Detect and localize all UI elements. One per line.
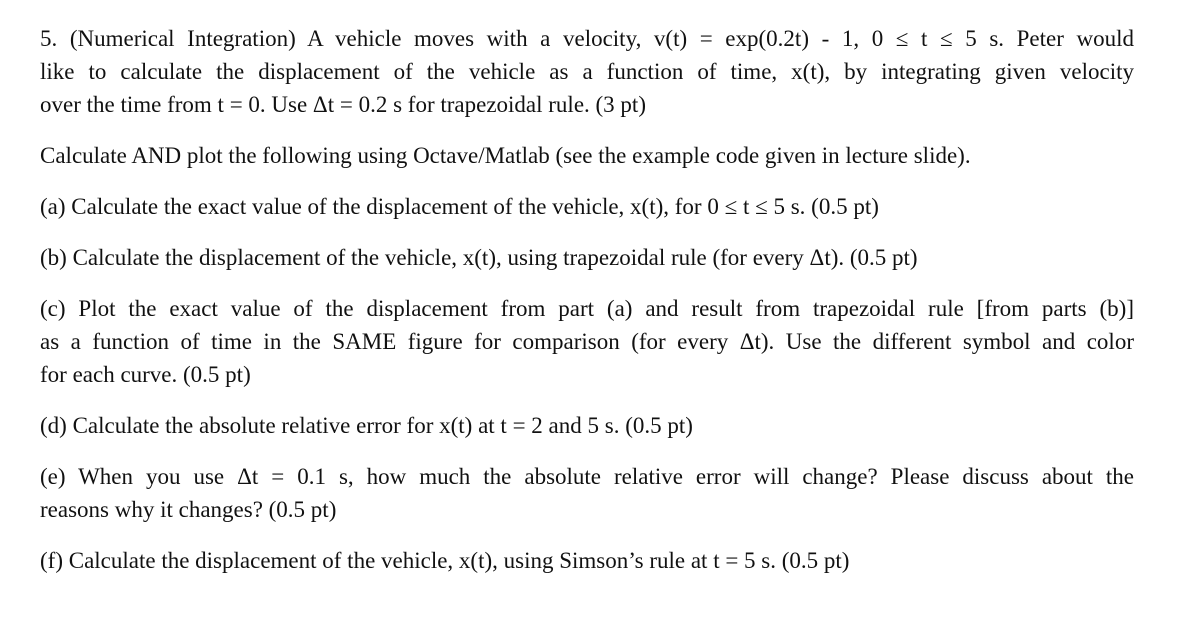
problem-intro-line-2: like to calculate the displacement of the vehicle as a function of time, x(t), by integrating given velocity <box>40 59 1134 84</box>
part-e <box>40 460 1134 526</box>
part-f-line: (f) Calculate the displacement of the vehicle, x(t), using Simson’s rule at t = 5 s. (0.5 pt) <box>40 548 850 573</box>
part-d <box>40 409 1134 442</box>
part-a <box>40 190 1134 223</box>
part-a-line: (a) Calculate the exact value of the displacement of the vehicle, x(t), for 0 ≤ t ≤ 5 s. (0.5 pt) <box>40 194 879 219</box>
part-b <box>40 241 1134 274</box>
problem-intro <box>40 22 1134 121</box>
part-c-line-2: as a function of time in the SAME figure for comparison (for every Δt). Use the different symbol and color <box>40 329 1134 354</box>
part-d-line: (d) Calculate the absolute relative error for x(t) at t = 2 and 5 s. (0.5 pt) <box>40 413 693 438</box>
instruction-line: Calculate AND plot the following using Octave/Matlab (see the example code given in lecture slide). <box>40 143 971 168</box>
part-e-line-1: (e) When you use Δt = 0.1 s, how much the absolute relative error will change? Please discuss about the <box>40 464 1134 489</box>
part-e-line-2: reasons why it changes? (0.5 pt) <box>40 497 337 522</box>
problem-intro-line-3: over the time from t = 0. Use Δt = 0.2 s for trapezoidal rule. (3 pt) <box>40 92 646 117</box>
part-c-line-1: (c) Plot the exact value of the displacement from part (a) and result from trapezoidal rule [from parts (b)] <box>40 296 1134 321</box>
part-f <box>40 544 1134 577</box>
part-c <box>40 292 1134 391</box>
part-c-line-3: for each curve. (0.5 pt) <box>40 362 251 387</box>
part-b-line: (b) Calculate the displacement of the vehicle, x(t), using trapezoidal rule (for every Δt). (0.5 pt) <box>40 245 918 270</box>
problem-document <box>40 22 1134 577</box>
instruction-text <box>40 139 1134 172</box>
problem-intro-line-1: 5. (Numerical Integration) A vehicle moves with a velocity, v(t) = exp(0.2t) - 1, 0 ≤ t ≤ 5 s. Peter would <box>40 26 1134 51</box>
